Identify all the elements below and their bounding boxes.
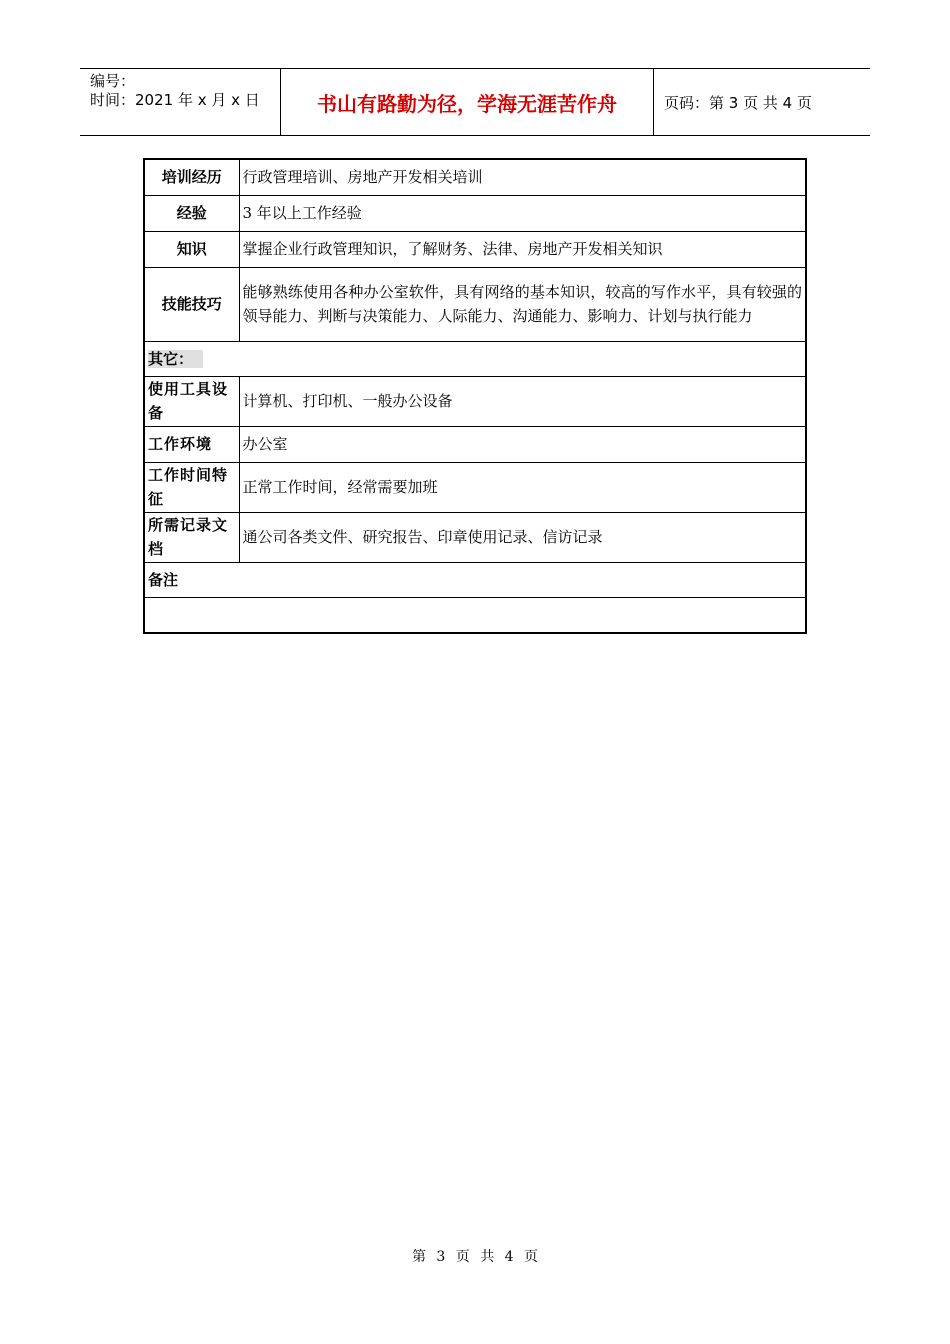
row-value: 掌握企业行政管理知识，了解财务、法律、房地产开发相关知识 [239, 231, 806, 267]
row-label: 工作时间特征 [144, 462, 239, 512]
table-row [144, 195, 806, 231]
row-label: 经验 [144, 195, 239, 231]
row-label: 知识 [144, 231, 239, 267]
row-label: 技能技巧 [144, 267, 239, 341]
remarks-content [144, 597, 806, 633]
page-header [80, 68, 870, 136]
table-row [144, 159, 806, 195]
table-row [144, 267, 806, 341]
row-value: 办公室 [239, 426, 806, 462]
remarks-title: 备注 [144, 562, 806, 597]
table-row [144, 462, 806, 512]
table-row [144, 426, 806, 462]
row-value: 3 年以上工作经验 [239, 195, 806, 231]
remarks-header [144, 562, 806, 597]
row-label: 使用工具设备 [144, 376, 239, 426]
row-value: 计算机、打印机、一般办公设备 [239, 376, 806, 426]
header-meta [80, 69, 281, 135]
row-label: 所需记录文档 [144, 512, 239, 562]
time-label: 时间：2021 年 x 月 x 日 [90, 91, 260, 109]
job-description-table [143, 158, 807, 634]
row-value: 通公司各类文件、研究报告、印章使用记录、信访记录 [239, 512, 806, 562]
table-row [144, 376, 806, 426]
row-value: 正常工作时间，经常需要加班 [239, 462, 806, 512]
row-value: 能够熟练使用各种办公室软件，具有网络的基本知识，较高的写作水平，具有较强的领导能力、判断与决策能力、人际能力、沟通能力、影响力、计划与执行能力 [239, 267, 806, 341]
page-footer: 第 3 页 共 4 页 [411, 1249, 539, 1265]
number-label: 编号： [90, 72, 136, 90]
row-value: 行政管理培训、房地产开发相关培训 [239, 159, 806, 195]
remarks-content-row [144, 597, 806, 633]
other-section-header [144, 341, 806, 376]
other-section-title: 其它： [148, 350, 203, 368]
header-page-info: 页码：第 3 页 共 4 页 [664, 93, 812, 112]
table-row [144, 231, 806, 267]
header-motto: 书山有路勤为径，学海无涯苦作舟 [281, 69, 654, 135]
row-label: 培训经历 [144, 159, 239, 195]
row-label: 工作环境 [144, 426, 239, 462]
table-row [144, 512, 806, 562]
